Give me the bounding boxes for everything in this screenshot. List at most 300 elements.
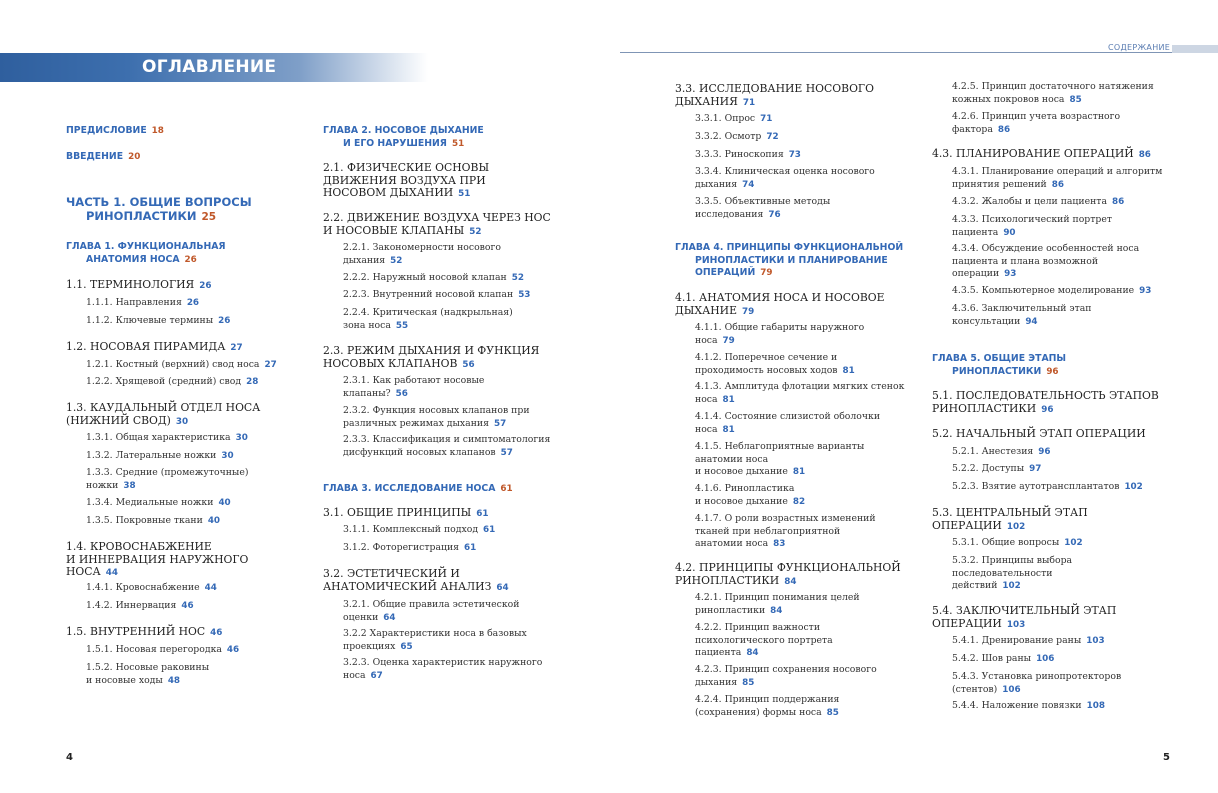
toc-page-number: 57 <box>493 418 507 429</box>
toc-page-number: 71 <box>760 114 773 124</box>
toc-subsection[interactable] <box>675 166 875 191</box>
toc-subsection[interactable] <box>323 524 495 537</box>
toc-page-number: 86 <box>997 124 1011 135</box>
toc-entry-line: 4.3.3. Психологический портрет <box>952 214 1112 225</box>
toc-entry-line: 1.5.2. Носовые раковины <box>86 662 210 673</box>
toc-page-number: 103 <box>1006 619 1026 630</box>
toc-section[interactable] <box>932 390 1159 416</box>
toc-entry-line: дыхания 74 <box>695 178 755 190</box>
toc-page-number: 52 <box>511 273 524 283</box>
toc-section[interactable] <box>323 212 551 238</box>
toc-section[interactable] <box>323 568 509 594</box>
toc-entry-line: ринопластики 84 <box>695 604 783 616</box>
toc-entry-line: РИНОПЛАСТИКИ И ПЛАНИРОВАНИЕ <box>695 254 888 266</box>
toc-page-number: 84 <box>770 605 783 616</box>
toc-entry-line: 3.3.2. Осмотр 72 <box>695 131 779 142</box>
toc-entry-line: 5.4.3. Установка ринопротекторов <box>952 671 1122 682</box>
toc-page-number: 83 <box>773 539 786 549</box>
toc-page-number: 52 <box>390 255 403 266</box>
toc-page-number: 84 <box>784 576 797 587</box>
toc-entry-line: 3.1.1. Комплексный подход 61 <box>343 524 496 535</box>
toc-section[interactable] <box>675 562 901 588</box>
toc-subsection[interactable] <box>323 657 542 682</box>
toc-entry-line: тканей при неблагоприятной <box>695 525 841 537</box>
toc-heading[interactable] <box>66 151 140 164</box>
toc-entry-line: (НИЖНИЙ СВОД) 30 <box>66 413 189 427</box>
toc-section[interactable] <box>66 279 212 293</box>
toc-subsection[interactable] <box>323 599 519 624</box>
toc-subsection[interactable] <box>323 307 513 332</box>
toc-entry-line: ДЫХАНИЯ 71 <box>675 94 756 108</box>
toc-entry-line: и носовые ходы 48 <box>86 674 181 686</box>
toc-entry-line: ГЛАВА 4. ПРИНЦИПЫ ФУНКЦИОНАЛЬНОЙ <box>675 242 904 253</box>
toc-entry-line: 2.2.2. Наружный носовой клапан 52 <box>343 272 524 283</box>
toc-entry-line: 1.1.1. Направления 26 <box>86 297 200 308</box>
toc-subsection[interactable] <box>66 644 239 657</box>
toc-page-number: 67 <box>370 670 383 681</box>
toc-page-number: 27 <box>264 360 277 370</box>
toc-subsection[interactable] <box>323 242 501 267</box>
running-head-bar <box>1172 45 1218 53</box>
toc-entry-line: 4.1.1. Общие габариты наружного <box>695 322 865 333</box>
toc-subsection[interactable] <box>675 483 805 508</box>
toc-subsection[interactable] <box>66 315 230 328</box>
toc-page-number: 81 <box>722 394 735 405</box>
toc-entry-line: 5.3. ЦЕНТРАЛЬНЫЙ ЭТАП <box>932 506 1088 519</box>
toc-page-number: 28 <box>246 377 259 387</box>
toc-subsection[interactable] <box>66 582 217 595</box>
toc-subsection[interactable] <box>675 149 801 162</box>
toc-subsection[interactable] <box>66 662 209 687</box>
toc-subsection[interactable] <box>66 600 194 613</box>
toc-subsection[interactable] <box>932 214 1112 239</box>
toc-entry-line: 2.2.4. Критическая (надкрыльная) <box>343 307 513 318</box>
toc-page-number: 56 <box>395 388 408 399</box>
toc-entry-line: НОСОВОМ ДЫХАНИИ 51 <box>323 186 471 199</box>
toc-subsection[interactable] <box>932 111 1120 136</box>
toc-page-number: 76 <box>768 209 781 220</box>
toc-entry-line: носа 67 <box>343 669 383 681</box>
toc-entry-line: 4.1. АНАТОМИЯ НОСА И НОСОВОЕ <box>675 291 885 304</box>
toc-page-number: 51 <box>451 138 465 149</box>
toc-entry-line: и носовое дыхание 81 <box>695 466 806 477</box>
toc-entry-line: 3.3.5. Объективные методы <box>695 196 831 207</box>
toc-subsection[interactable] <box>932 635 1105 648</box>
toc-entry-line: ГЛАВА 5. ОБЩИЕ ЭТАПЫ <box>932 353 1067 364</box>
toc-entry-line: 4.3.2. Жалобы и цели пациента 86 <box>952 196 1125 207</box>
toc-section[interactable] <box>66 626 222 640</box>
toc-subsection[interactable] <box>932 700 1105 713</box>
toc-page-number: 27 <box>230 343 243 353</box>
toc-page-number: 53 <box>518 290 531 300</box>
toc-entry-line: И ИННЕРВАЦИЯ НАРУЖНОГО <box>66 552 249 566</box>
toc-entry-line: 3.2.3. Оценка характеристик наружного <box>343 657 543 668</box>
toc-entry-line: 1.3. КАУДАЛЬНЫЙ ОТДЕЛ НОСА <box>66 401 261 414</box>
toc-entry-line: проекциях 65 <box>343 640 413 652</box>
toc-page-number: 96 <box>1041 404 1054 415</box>
toc-subsection[interactable] <box>323 405 530 430</box>
toc-subsection[interactable] <box>675 411 880 436</box>
toc-entry-line: 4.1.6. Ринопластика <box>695 483 795 494</box>
toc-entry-line: и носовое дыхание 82 <box>695 495 806 507</box>
toc-page-number: 26 <box>218 316 231 326</box>
toc-subsection[interactable] <box>932 671 1121 696</box>
toc-entry-line: 2.1. ФИЗИЧЕСКИЕ ОСНОВЫ <box>323 161 490 174</box>
toc-subsection[interactable] <box>323 289 530 302</box>
toc-entry-line: 3.2.1. Общие правила эстетической <box>343 599 520 610</box>
toc-entry-line: 4.3. ПЛАНИРОВАНИЕ ОПЕРАЦИЙ 86 <box>932 147 1151 160</box>
toc-entry-line: пациента 90 <box>952 226 1016 238</box>
toc-page-number: 64 <box>383 612 396 623</box>
toc-entry-line: 4.2.3. Принцип сохранения носового <box>695 664 877 675</box>
toc-page-number: 26 <box>199 281 212 291</box>
toc-page-number: 81 <box>842 365 855 376</box>
toc-page-number: 20 <box>128 152 141 162</box>
toc-entry-line: (стентов) 106 <box>952 683 1021 695</box>
toc-subsection[interactable] <box>66 376 258 389</box>
toc-subsection[interactable] <box>932 81 1154 106</box>
toc-page-number: 72 <box>766 132 779 142</box>
toc-entry-line: носа 81 <box>695 393 735 405</box>
toc-page-number: 93 <box>1004 269 1017 279</box>
toc-page-number: 65 <box>400 641 413 652</box>
toc-subsection[interactable] <box>675 196 830 221</box>
running-head: СОДЕРЖАНИЕ <box>1108 43 1171 52</box>
toc-section[interactable] <box>932 148 1151 162</box>
toc-chapter[interactable] <box>66 241 226 266</box>
toc-entry-line: ГЛАВА 3. ИССЛЕДОВАНИЕ НОСА 61 <box>323 483 513 494</box>
toc-subsection[interactable] <box>66 297 199 310</box>
toc-chapter[interactable] <box>323 483 513 496</box>
toc-subsection[interactable] <box>675 381 904 406</box>
toc-entry-line: НОСОВЫХ КЛАПАНОВ 56 <box>323 356 475 370</box>
toc-subsection[interactable] <box>66 515 220 528</box>
page-number-left: 4 <box>66 752 73 763</box>
toc-entry-line: И ЕГО НАРУШЕНИЯ 51 <box>343 137 465 149</box>
toc-entry-line: 1.2.2. Хрящевой (средний) свод 28 <box>86 376 259 387</box>
toc-subsection[interactable] <box>66 467 248 492</box>
toc-entry-line: 3.3.3. Риноскопия 73 <box>695 149 801 160</box>
toc-page-number: 73 <box>788 150 801 160</box>
toc-entry-line: 3.1.2. Фоторегистрация 61 <box>343 542 477 553</box>
toc-page-number: 93 <box>1139 286 1152 296</box>
toc-page-number: 30 <box>221 451 234 461</box>
toc-page-number: 48 <box>167 675 181 686</box>
toc-entry-line: 4.2.5. Принцип достаточного натяжения <box>952 81 1154 92</box>
toc-entry-line: 1.5. ВНУТРЕННИЙ НОС 46 <box>66 625 223 638</box>
toc-subsection[interactable] <box>675 113 772 126</box>
toc-entry-line: ДЫХАНИЕ 79 <box>675 303 755 317</box>
toc-page-number: 26 <box>186 298 200 308</box>
toc-entry-line: психологического портрета <box>695 634 833 646</box>
toc-subsection[interactable] <box>675 694 839 719</box>
toc-subsection[interactable] <box>932 196 1124 209</box>
toc-entry-line: 1.3.5. Покровные ткани 40 <box>86 515 221 526</box>
toc-subsection[interactable] <box>932 537 1083 550</box>
toc-entry-line: последовательности <box>952 567 1053 579</box>
toc-section[interactable] <box>66 402 260 428</box>
toc-subsection[interactable] <box>66 450 234 463</box>
toc-page-number: 86 <box>1051 179 1065 190</box>
toc-page-number: 56 <box>462 359 475 370</box>
page-title: ОГЛАВЛЕНИЕ <box>142 57 277 77</box>
toc-page-number: 44 <box>204 583 217 593</box>
toc-entry-line: НОСА 44 <box>66 565 118 578</box>
toc-entry-line: дыхания 85 <box>695 676 755 688</box>
toc-entry-line: 4.3.1. Планирование операций и алгоритм <box>952 166 1163 177</box>
toc-entry-line: 1.3.3. Средние (промежуточные) <box>86 467 249 478</box>
toc-entry-line: анатомии носа <box>695 453 769 465</box>
toc-page-number: 103 <box>1086 636 1105 646</box>
toc-page-number: 96 <box>1046 366 1059 377</box>
toc-entry-line: 2.2.3. Внутренний носовой клапан 53 <box>343 289 531 300</box>
toc-entry-line: 1.2.1. Костный (верхний) свод носа 27 <box>86 359 277 370</box>
toc-page-number: 82 <box>792 496 806 507</box>
toc-entry-line: 3.3.1. Опрос 71 <box>695 113 773 124</box>
toc-page-number: 81 <box>722 424 735 435</box>
toc-section[interactable] <box>323 507 489 521</box>
toc-entry-line: ОПЕРАЦИИ 102 <box>932 518 1026 532</box>
toc-subsection[interactable] <box>932 463 1041 476</box>
toc-entry-line: И НОСОВЫЕ КЛАПАНЫ 52 <box>323 223 482 237</box>
toc-entry-line: 4.1.5. Неблагоприятные варианты <box>695 441 865 452</box>
toc-entry-line: анатомии носа 83 <box>695 538 786 549</box>
toc-page-number: 85 <box>742 677 755 688</box>
toc-entry-line: 1.5.1. Носовая перегородка 46 <box>86 644 240 655</box>
toc-entry-line: ГЛАВА 1. ФУНКЦИОНАЛЬНАЯ <box>66 241 226 252</box>
toc-section[interactable] <box>932 428 1146 441</box>
toc-heading[interactable] <box>66 125 164 138</box>
toc-subsection[interactable] <box>932 285 1151 298</box>
toc-entry-line: фактора 86 <box>952 123 1011 135</box>
toc-subsection[interactable] <box>932 166 1162 191</box>
toc-section[interactable] <box>932 507 1088 533</box>
toc-entry-line: зона носа 55 <box>343 319 409 331</box>
toc-entry-line: 5.4.2. Шов раны 106 <box>952 653 1055 664</box>
toc-entry-line: 5.3.2. Принципы выбора <box>952 555 1073 566</box>
toc-section[interactable] <box>675 292 885 318</box>
toc-entry-line: 2.3.3. Классификация и симптоматология <box>343 434 551 445</box>
toc-section[interactable] <box>66 341 243 355</box>
toc-chapter[interactable] <box>323 125 484 150</box>
toc-subsection[interactable] <box>675 352 855 377</box>
toc-entry-line: (сохранения) формы носа 85 <box>695 706 839 718</box>
toc-subsection[interactable] <box>323 375 484 400</box>
toc-entry-line: 4.2.2. Принцип важности <box>695 622 821 633</box>
toc-section[interactable] <box>675 83 874 109</box>
toc-subsection[interactable] <box>66 497 231 510</box>
toc-page-number: 102 <box>1064 538 1083 548</box>
toc-subsection[interactable] <box>323 434 550 459</box>
toc-page-number: 85 <box>826 707 839 718</box>
toc-page-number: 51 <box>458 189 471 199</box>
toc-page-number: 46 <box>210 628 223 638</box>
toc-page-number: 85 <box>1069 94 1082 105</box>
toc-entry-line: 4.1.2. Поперечное сечение и <box>695 352 838 363</box>
toc-entry-line: 4.3.6. Заключительный этап <box>952 303 1092 314</box>
toc-entry-line: кожных покровов носа 85 <box>952 93 1082 105</box>
toc-page-number: 30 <box>235 433 248 443</box>
toc-page-number: 74 <box>742 179 755 190</box>
toc-entry-line: 1.3.1. Общая характеристика 30 <box>86 432 248 443</box>
toc-page-number: 26 <box>184 254 197 265</box>
toc-page-number: 79 <box>741 306 755 317</box>
toc-page-number: 102 <box>1124 482 1143 492</box>
toc-entry-line: 4.3.4. Обсуждение особенностей носа <box>952 243 1140 254</box>
toc-entry-line: различных режимах дыхания 57 <box>343 417 507 429</box>
toc-page-number: 46 <box>181 601 194 611</box>
toc-entry-line: 5.2.2. Доступы 97 <box>952 463 1042 474</box>
toc-subsection[interactable] <box>323 272 524 285</box>
toc-page-number: 55 <box>395 320 409 331</box>
toc-entry-line: ОПЕРАЦИИ 103 <box>932 616 1026 630</box>
toc-subsection[interactable] <box>932 243 1139 281</box>
toc-entry-line: 3.1. ОБЩИЕ ПРИНЦИПЫ 61 <box>323 506 489 519</box>
toc-entry-line: 3.3. ИССЛЕДОВАНИЕ НОСОВОГО <box>675 82 874 95</box>
running-head-rule <box>620 52 1172 53</box>
toc-entry-line: 2.3. РЕЖИМ ДЫХАНИЯ И ФУНКЦИЯ <box>323 344 540 357</box>
toc-entry-line: 3.2.2 Характеристики носа в базовых <box>343 628 527 639</box>
toc-entry-line: 1.1.2. Ключевые термины 26 <box>86 315 231 326</box>
toc-chapter[interactable] <box>932 353 1066 378</box>
toc-page-number: 30 <box>175 416 189 427</box>
toc-page-number: 52 <box>469 226 482 237</box>
toc-subsection[interactable] <box>675 513 876 551</box>
toc-entry-line: дисфункций носовых клапанов 57 <box>343 446 513 458</box>
toc-subsection[interactable] <box>323 628 527 653</box>
toc-page-number: 79 <box>722 335 735 346</box>
toc-page-number: 40 <box>218 498 231 508</box>
toc-entry-line: 5.2. НАЧАЛЬНЫЙ ЭТАП ОПЕРАЦИИ <box>932 427 1146 440</box>
toc-page-number: 81 <box>792 467 806 477</box>
toc-page-number: 25 <box>201 211 217 223</box>
toc-entry-line: 5.4.1. Дренирование раны 103 <box>952 635 1105 646</box>
toc-entry-line: 4.1.4. Состояние слизистой оболочки <box>695 411 881 422</box>
toc-entry-line: РИНОПЛАСТИКИ 96 <box>932 401 1054 415</box>
toc-entry-line: 4.2.1. Принцип понимания целей <box>695 592 860 603</box>
toc-subsection[interactable] <box>932 446 1051 459</box>
toc-entry-line: АНАТОМИЯ НОСА 26 <box>86 253 197 265</box>
toc-page-number: 90 <box>1003 227 1016 238</box>
toc-page-number: 44 <box>105 568 118 578</box>
toc-part[interactable] <box>66 195 252 224</box>
page-number-right: 5 <box>1163 752 1170 763</box>
toc-entry-line: 1.3.4. Медиальные ножки 40 <box>86 497 231 508</box>
toc-page-number: 40 <box>207 516 221 526</box>
toc-subsection[interactable] <box>675 322 864 347</box>
toc-entry-line: 3.3.4. Клиническая оценка носового <box>695 166 875 177</box>
toc-entry-line: ПРЕДИСЛОВИЕ 18 <box>66 125 164 136</box>
toc-page-number: 108 <box>1086 701 1105 711</box>
toc-entry-line: 2.3.1. Как работают носовые <box>343 375 485 386</box>
toc-page-number: 18 <box>151 126 164 136</box>
toc-page-number: 96 <box>1038 447 1051 457</box>
toc-entry-line: 1.3.2. Латеральные ножки 30 <box>86 450 234 461</box>
toc-subsection[interactable] <box>675 622 833 660</box>
toc-subsection[interactable] <box>932 653 1054 666</box>
toc-entry-line: 5.3.1. Общие вопросы 102 <box>952 537 1083 548</box>
toc-entry-line: 2.2.1. Закономерности носового <box>343 242 501 253</box>
toc-subsection[interactable] <box>932 555 1072 593</box>
toc-entry-line: РИНОПЛАСТИКИ 25 <box>86 209 217 223</box>
toc-entry-line: 1.4.1. Кровоснабжение 44 <box>86 582 217 593</box>
toc-page-number: 61 <box>500 484 513 494</box>
toc-subsection[interactable] <box>932 303 1092 328</box>
toc-page-number: 102 <box>1006 521 1026 532</box>
toc-entry-line: 4.1.3. Амплитуда флотации мягких стенок <box>695 381 905 392</box>
toc-subsection[interactable] <box>675 131 779 144</box>
toc-section[interactable] <box>932 605 1116 631</box>
toc-entry-line: ОПЕРАЦИЙ 79 <box>695 267 773 278</box>
toc-subsection[interactable] <box>675 592 860 617</box>
toc-section[interactable] <box>323 162 489 201</box>
toc-entry-line: ЧАСТЬ 1. ОБЩИЕ ВОПРОСЫ <box>66 195 252 209</box>
toc-page-number: 61 <box>464 543 477 553</box>
toc-subsection[interactable] <box>66 432 248 445</box>
toc-entry-line: носа 79 <box>695 334 735 346</box>
toc-entry-line: 4.3.5. Компьютерное моделирование 93 <box>952 285 1152 296</box>
toc-entry-line: 1.4.2. Иннервация 46 <box>86 600 194 611</box>
toc-entry-line: ДВИЖЕНИЯ ВОЗДУХА ПРИ <box>323 173 486 187</box>
toc-entry-line: АНАТОМИЧЕСКИЙ АНАЛИЗ 64 <box>323 579 509 593</box>
toc-page-number: 64 <box>496 582 509 593</box>
toc-entry-line: ножки 38 <box>86 479 136 491</box>
toc-entry-line: исследования 76 <box>695 208 781 220</box>
toc-page-number: 94 <box>1025 316 1038 327</box>
toc-page-number: 61 <box>483 525 496 535</box>
toc-entry-line: 2.2. ДВИЖЕНИЕ ВОЗДУХА ЧЕРЕЗ НОС <box>323 211 551 224</box>
toc-subsection[interactable] <box>675 441 864 479</box>
toc-page-number: 46 <box>226 645 240 655</box>
toc-section[interactable] <box>323 345 539 371</box>
toc-entry-line: проходимость носовых ходов 81 <box>695 364 855 376</box>
toc-entry-line: 1.1. ТЕРМИНОЛОГИЯ 26 <box>66 278 212 291</box>
toc-entry-line: носа 81 <box>695 423 735 435</box>
toc-section[interactable] <box>66 541 248 580</box>
toc-entry-line: 4.2. ПРИНЦИПЫ ФУНКЦИОНАЛЬНОЙ <box>675 561 901 574</box>
toc-entry-line: 1.4. КРОВОСНАБЖЕНИЕ <box>66 540 212 553</box>
toc-page-number: 97 <box>1029 464 1042 474</box>
toc-entry-line: 3.2. ЭСТЕТИЧЕСКИЙ И <box>323 567 460 580</box>
toc-entry-line: клапаны? 56 <box>343 387 408 399</box>
toc-subsection[interactable] <box>323 542 476 555</box>
toc-subsection[interactable] <box>932 481 1143 494</box>
toc-page-number: 71 <box>742 97 756 108</box>
toc-entry-line: ВВЕДЕНИЕ 20 <box>66 151 141 162</box>
toc-entry-line: оценки 64 <box>343 611 396 623</box>
toc-chapter[interactable] <box>675 242 903 280</box>
toc-entry-line: принятия решений 86 <box>952 178 1065 190</box>
toc-page-number: 86 <box>1138 150 1151 160</box>
toc-entry-line: 4.2.4. Принцип поддержания <box>695 694 840 705</box>
toc-entry-line: 4.2.6. Принцип учета возрастного <box>952 111 1121 122</box>
toc-entry-line: РИНОПЛАСТИКИ 96 <box>952 365 1059 377</box>
toc-entry-line: операции 93 <box>952 268 1017 279</box>
toc-subsection[interactable] <box>66 359 277 372</box>
toc-page-number: 86 <box>1112 197 1125 207</box>
toc-page-number: 84 <box>746 648 759 658</box>
toc-entry-line: 5.4.4. Наложение повязки 108 <box>952 700 1105 711</box>
toc-page-number: 102 <box>1002 581 1021 591</box>
toc-page-number: 106 <box>1036 654 1055 664</box>
toc-entry-line: действий 102 <box>952 580 1021 591</box>
toc-entry-line: 5.2.3. Взятие аутотрансплантатов 102 <box>952 481 1143 492</box>
toc-subsection[interactable] <box>675 664 877 689</box>
toc-entry-line: 5.4. ЗАКЛЮЧИТЕЛЬНЫЙ ЭТАП <box>932 604 1117 617</box>
toc-entry-line: РИНОПЛАСТИКИ 84 <box>675 573 797 587</box>
toc-page-number: 79 <box>760 268 773 278</box>
toc-entry-line: 1.2. НОСОВАЯ ПИРАМИДА 27 <box>66 340 243 353</box>
